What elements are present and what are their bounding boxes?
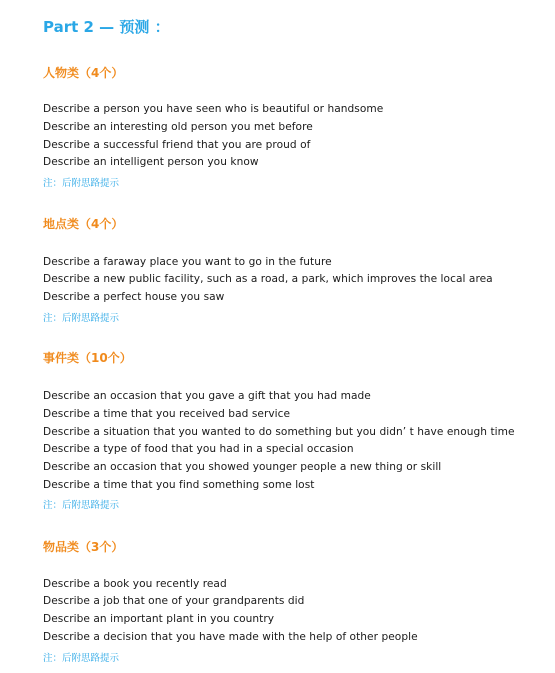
list-item: Describe a time that you find something some lost bbox=[43, 479, 315, 491]
list-item: Describe a faraway place you want to go in the future bbox=[43, 256, 332, 268]
list-item: Describe a time that you received bad service bbox=[43, 408, 291, 420]
list-item: Describe a person you have seen who is beautiful or handsome bbox=[43, 103, 384, 115]
section-title-people: 人物类（4个） bbox=[43, 66, 124, 80]
list-item: Describe a successful friend that you are proud of bbox=[43, 139, 311, 151]
list-item: Describe an occasion that you showed younger people a new thing or skill bbox=[43, 461, 442, 473]
list-item: Describe a job that one of your grandparents did bbox=[43, 595, 305, 607]
section-note: 注：后附思路提示 bbox=[43, 178, 120, 189]
part-title: Part 2 — 预测 ： bbox=[43, 18, 170, 36]
list-item: Describe a decision that you have made with the help of other people bbox=[43, 631, 418, 643]
section-note: 注：后附思路提示 bbox=[43, 313, 120, 324]
section-title-events: 事件类（10个） bbox=[43, 351, 132, 365]
list-item: Describe an intelligent person you know bbox=[43, 156, 259, 168]
section-title-objects: 物品类（3个） bbox=[43, 540, 124, 554]
list-item: Describe a book you recently read bbox=[43, 578, 227, 590]
list-item: Describe a type of food that you had in a special occasion bbox=[43, 443, 354, 455]
list-item: Describe a situation that you wanted to do something but you didn’ t have enough time bbox=[43, 426, 515, 438]
list-item: Describe an important plant in you country bbox=[43, 613, 275, 625]
section-note: 注：后附思路提示 bbox=[43, 500, 120, 511]
list-item: Describe a new public facility, such as a road, a park, which improves the local area bbox=[43, 273, 493, 285]
section-note: 注：后附思路提示 bbox=[43, 653, 120, 664]
section-title-places: 地点类（4个） bbox=[43, 217, 124, 231]
list-item: Describe an occasion that you gave a gift that you had made bbox=[43, 390, 371, 402]
list-item: Describe a perfect house you saw bbox=[43, 291, 225, 303]
list-item: Describe an interesting old person you met before bbox=[43, 121, 313, 133]
